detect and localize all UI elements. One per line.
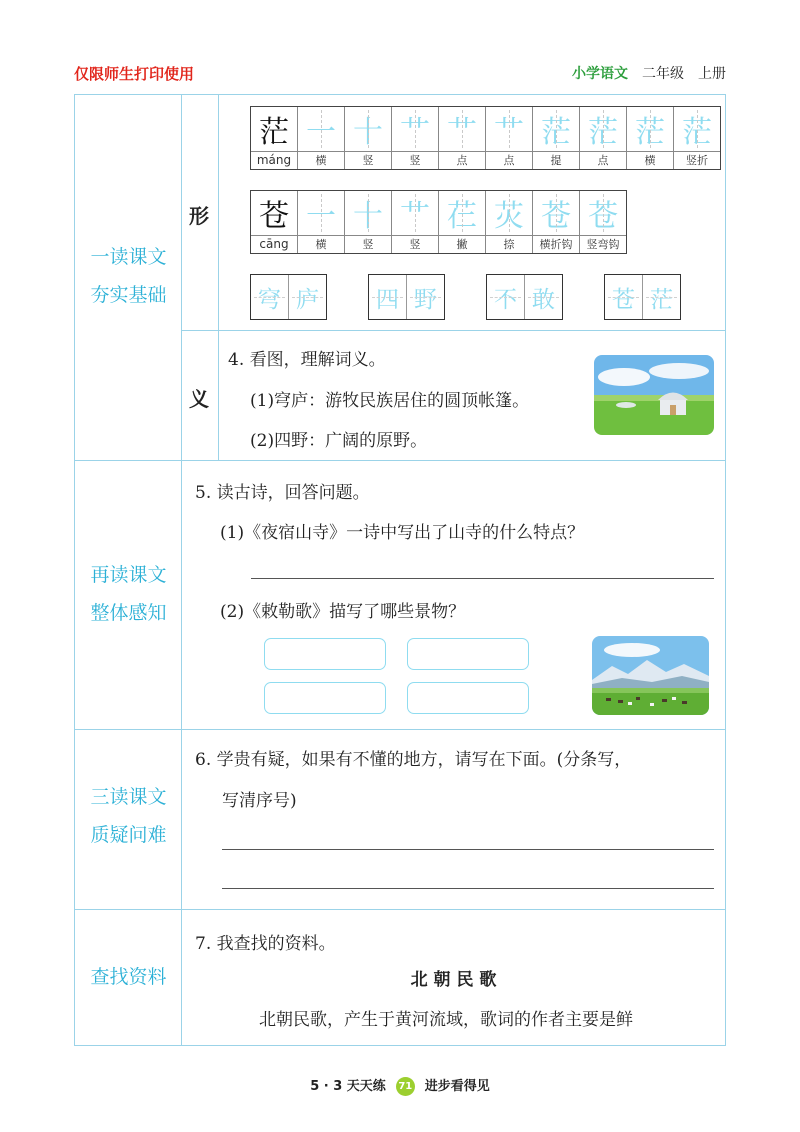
table-right-border [725, 94, 726, 1045]
stroke-label: 撇 [439, 235, 485, 253]
trace-char: 苍 [580, 191, 626, 235]
row-divider-2 [74, 729, 726, 730]
word-char: 四 [369, 275, 406, 319]
word-box-bugan [486, 274, 563, 320]
q7-title: 7. 我查找的资料。 [195, 934, 336, 954]
section-4-line1: 查找资料 [90, 966, 167, 988]
grid-cell [344, 191, 391, 253]
grassland-image [592, 636, 709, 715]
grid-cell [626, 107, 673, 169]
page-number: 71 [396, 1077, 415, 1096]
grid-cell [532, 107, 579, 169]
table-top-border [74, 94, 726, 95]
footer [0, 1075, 800, 1096]
word-box-qionglu [250, 274, 327, 320]
grid-cell [391, 191, 438, 253]
side-column-divider [218, 94, 219, 460]
answer-box-2[interactable] [407, 638, 529, 670]
q5-item-1: (1)《夜宿山寺》一诗中写出了山寺的什么特点？ [220, 523, 585, 543]
stroke-label: 竖 [345, 151, 391, 169]
stroke-label: 点 [580, 151, 626, 169]
section-2-line1: 再读课文 [90, 564, 167, 586]
section-label-3 [76, 778, 181, 854]
trace-char: 十 [345, 107, 391, 151]
grid-cell [297, 107, 344, 169]
grid-cell [391, 107, 438, 169]
word-char: 庐 [288, 275, 326, 319]
stroke-label: 横 [627, 151, 673, 169]
trace-char: 十 [345, 191, 391, 235]
answer-box-1[interactable] [264, 638, 386, 670]
stroke-label: 竖弯钩 [580, 235, 626, 253]
pinyin-label: cāng [251, 235, 297, 253]
yurt-image [594, 355, 714, 435]
stroke-label: 竖折 [674, 151, 720, 169]
q5-title: 5. 读古诗，回答问题。 [195, 483, 370, 503]
answer-line-q6-1 [222, 849, 714, 850]
trace-char: 一 [298, 191, 344, 235]
trace-char: 一 [298, 107, 344, 151]
stroke-label: 捺 [486, 235, 532, 253]
word-char: 野 [406, 275, 444, 319]
label-column-divider [181, 94, 182, 1045]
volume-label: 上册 [698, 66, 726, 82]
section-3-line2: 质疑问难 [90, 824, 167, 846]
section-label-1 [76, 238, 181, 314]
row-divider-1 [74, 460, 726, 461]
word-char: 不 [487, 275, 524, 319]
trace-char: 茫 [533, 107, 579, 151]
stroke-order-grid-cang [250, 190, 627, 254]
table-left-border [74, 94, 75, 1045]
stroke-label: 竖 [345, 235, 391, 253]
subject-label: 小学语文 [572, 66, 628, 82]
footer-brand: 5 · 3 天天练 [310, 1079, 386, 1094]
answer-box-4[interactable] [407, 682, 529, 714]
stroke-label: 点 [486, 151, 532, 169]
row-divider-3 [74, 909, 726, 910]
stroke-label: 横折钩 [533, 235, 579, 253]
q4-title: 4. 看图，理解词义。 [228, 350, 386, 370]
grid-cell [251, 107, 297, 169]
q7-body: 北朝民歌，产生于黄河流域，歌词的作者主要是鲜 [259, 1010, 633, 1030]
stroke-label: 提 [533, 151, 579, 169]
trace-char: 茫 [580, 107, 626, 151]
stroke-label: 横 [298, 235, 344, 253]
q7-heading: 北 朝 民 歌 [410, 970, 497, 990]
table-bottom-border [74, 1045, 726, 1046]
trace-char: 苍 [533, 191, 579, 235]
stroke-label: 竖 [392, 235, 438, 253]
grid-cell [251, 191, 297, 253]
word-char: 茫 [642, 275, 680, 319]
grid-cell [532, 191, 579, 253]
pinyin-label: máng [251, 151, 297, 169]
word-char: 穹 [251, 275, 288, 319]
trace-char: 茫 [627, 107, 673, 151]
section-label-2 [76, 556, 181, 632]
answer-line-q5-1 [251, 578, 714, 579]
print-notice: 仅限师生打印使用 [74, 65, 195, 83]
q4-item-1: (1)穹庐：游牧民族居住的圆顶帐篷。 [250, 391, 530, 411]
grid-cell [438, 191, 485, 253]
book-info [572, 63, 726, 83]
stroke-label: 横 [298, 151, 344, 169]
word-char: 敢 [524, 275, 562, 319]
trace-char: 苂 [486, 191, 532, 235]
answer-box-3[interactable] [264, 682, 386, 714]
q5-item-2: (2)《敕勒歌》描写了哪些景物？ [220, 602, 466, 622]
trace-char: 芢 [439, 191, 485, 235]
stroke-label: 点 [439, 151, 485, 169]
xing-label: 形 [189, 204, 209, 228]
stroke-order-grid-mang [250, 106, 721, 170]
section-1-line1: 一读课文 [90, 246, 167, 268]
q6-line-1: 6. 学贵有疑，如果有不懂的地方，请写在下面。(分条写， [195, 750, 632, 770]
word-box-siye [368, 274, 445, 320]
answer-line-q6-2 [222, 888, 714, 889]
q6-line-2: 写清序号) [222, 791, 297, 811]
grid-cell [438, 107, 485, 169]
trace-char: 茫 [674, 107, 720, 151]
trace-char: 艹 [392, 107, 438, 151]
grid-cell [579, 191, 626, 253]
footer-slogan: 进步看得见 [424, 1079, 490, 1094]
grade-label: 二年级 [642, 66, 684, 82]
section-3-line1: 三读课文 [90, 786, 167, 808]
stroke-label: 竖 [392, 151, 438, 169]
q4-item-2: (2)四野：广阔的原野。 [250, 431, 428, 451]
yi-label: 义 [189, 387, 209, 411]
section-2-line2: 整体感知 [90, 602, 167, 624]
grid-cell [344, 107, 391, 169]
word-box-cangmang [604, 274, 681, 320]
section-label-4 [76, 958, 181, 996]
section-1-line2: 夯实基础 [90, 284, 167, 306]
grid-cell [485, 107, 532, 169]
grid-char: 苍 [259, 199, 289, 234]
grid-cell [297, 191, 344, 253]
xing-yi-divider [181, 330, 726, 331]
word-char: 苍 [605, 275, 642, 319]
grid-char: 茫 [259, 115, 289, 150]
grid-cell [673, 107, 720, 169]
trace-char: 艹 [486, 107, 532, 151]
grid-cell [579, 107, 626, 169]
grid-cell [485, 191, 532, 253]
trace-char: 艹 [439, 107, 485, 151]
trace-char: 艹 [392, 191, 438, 235]
